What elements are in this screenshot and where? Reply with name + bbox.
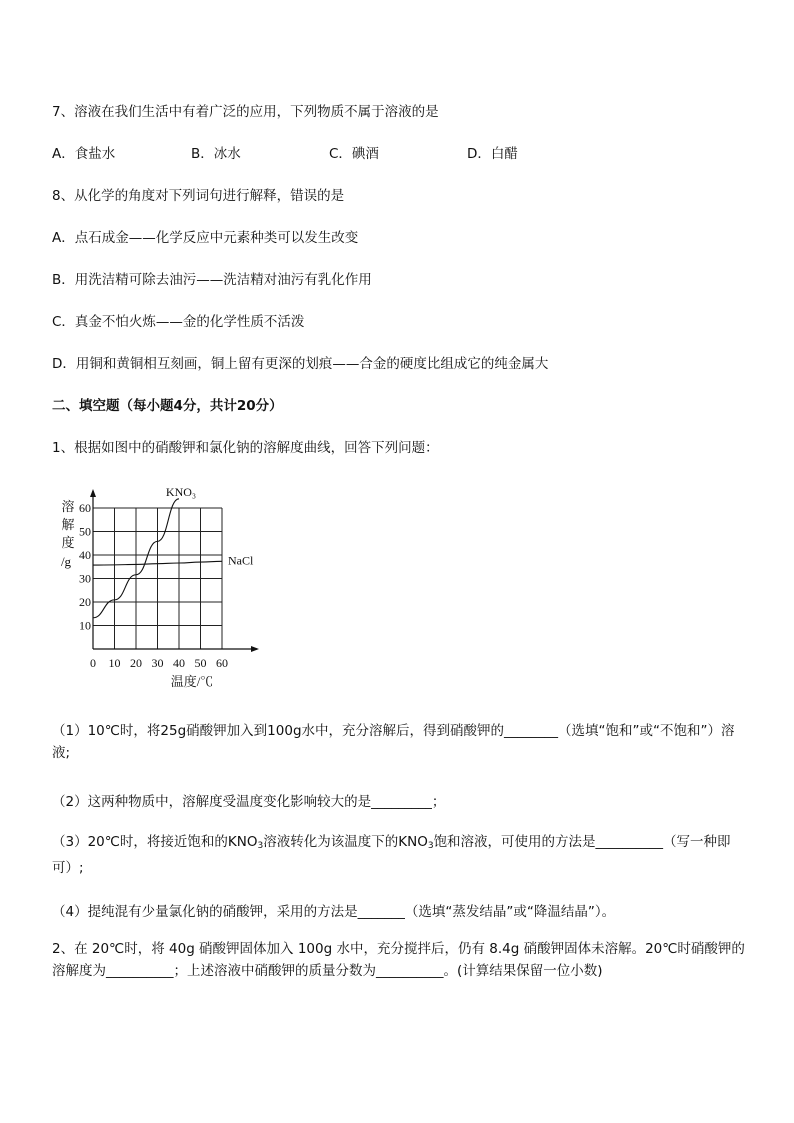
x-tick-label: 60 — [216, 656, 228, 670]
chart-axes — [90, 489, 259, 652]
subscript-3: 3 — [257, 841, 264, 851]
y-axis-arrow — [90, 489, 96, 497]
chart-grid — [93, 508, 222, 649]
y-tick-labels — [79, 501, 91, 633]
y-axis-label-char: 解 — [61, 517, 75, 532]
y-tick-label: 10 — [79, 618, 91, 633]
series-label-kno3: KNO₃ — [165, 485, 197, 499]
x-tick-labels — [90, 656, 228, 670]
q7-option-b[interactable]: B．冰水 — [191, 146, 241, 162]
y-tick-label: 60 — [79, 501, 91, 515]
q7-option-d[interactable]: D．白醋 — [467, 146, 518, 162]
q8-option-a[interactable]: A．点石成金——化学反应中元素种类可以发生改变 — [52, 230, 359, 246]
fill1-sub3: （3）20℃时，将接近饱和的$KNO_3$溶液转化为该温度下的$KNO_3$饱和溶液，可使用的方法是__________（写一种即可）; — [52, 834, 731, 876]
series-label-nacl: NaCl — [228, 553, 254, 568]
x-tick-label: 40 — [173, 656, 185, 670]
y-axis-label-char: 溶 — [61, 499, 75, 514]
q8-option-b[interactable]: B．用洗洁精可除去油污——洗洁精对油污有乳化作用 — [52, 272, 372, 288]
y-tick-label: 40 — [79, 548, 91, 562]
y-axis-label-char: /g — [60, 554, 72, 569]
q7-option-a[interactable]: A．食盐水 — [52, 146, 116, 162]
question-7-stem: 7、溶液在我们生活中有着广泛的应用，下列物质不属于溶液的是 — [52, 104, 439, 120]
x-tick-label: 30 — [151, 656, 164, 670]
q8-option-c[interactable]: C．真金不怕火炼——金的化学性质不活泼 — [52, 314, 305, 330]
x-tick-label: 20 — [130, 656, 142, 670]
y-tick-label: 30 — [79, 571, 91, 586]
x-tick-label: 50 — [194, 656, 207, 670]
x-tick-label: 10 — [108, 656, 121, 670]
fill1-sub4: （4）提纯混有少量氯化钠的硝酸钾，采用的方法是_______（选填“蒸发结晶”或“降温结晶”）。 — [52, 904, 616, 920]
y-tick-label: 20 — [79, 595, 91, 609]
fill1-sub1: （1）10℃时，将25g硝酸钾加入到100g水中，充分溶解后，得到硝酸钾的________（选填“饱和”或“不饱和”）溶液; — [52, 723, 735, 761]
chart-series — [93, 485, 254, 618]
q7-option-c[interactable]: C．碘酒 — [329, 146, 379, 162]
question-8-stem: 8、从化学的角度对下列词句进行解释，错误的是 — [52, 188, 345, 204]
x-axis-label: 温度/℃ — [170, 674, 214, 689]
x-tick-label: 0 — [90, 656, 96, 670]
fill-question-1-stem: 1、根据如图中的硝酸钾和氯化钠的溶解度曲线，回答下列问题： — [52, 440, 439, 456]
solubility-chart — [52, 485, 282, 690]
fill-question-2: 2、在 20℃时，将 40g 硝酸钾固体加入 100g 水中，充分搅拌后，仍有 8.4g 硝酸钾固体未溶解。20℃时硝酸钾的溶解度为__________；上述溶液中硝酸钾的质量分数为__________。(计算结果保留一位小数) — [52, 941, 745, 979]
y-axis-label-char: 度 — [61, 535, 75, 550]
q8-option-d[interactable]: D．用铜和黄铜相互刻画，铜上留有更深的划痕——合金的硬度比组成它的纯金属大 — [52, 356, 549, 372]
subscript-3: 3 — [427, 841, 434, 851]
y-axis-label — [61, 499, 75, 569]
section-title: 二、填空题（每小题4分，共计20分） — [52, 398, 283, 414]
y-tick-label: 50 — [79, 524, 91, 539]
fill1-sub2: （2）这两种物质中，溶解度受温度变化影响较大的是_________； — [52, 794, 446, 810]
x-axis-arrow — [251, 646, 259, 652]
